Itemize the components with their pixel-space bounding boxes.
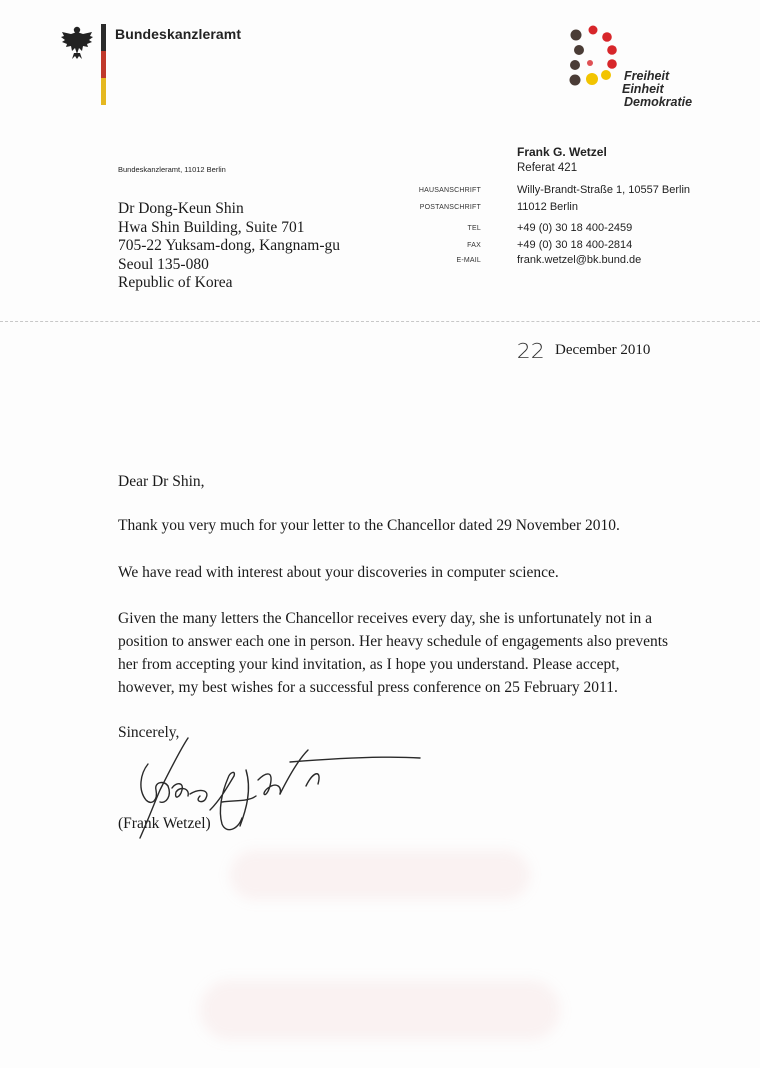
federal-eagle-icon <box>60 24 94 60</box>
postanschrift-label: POSTANSCHRIFT <box>419 204 481 211</box>
email-value: frank.wetzel@bk.bund.de <box>517 254 642 266</box>
logo-line-freiheit: Freiheit <box>624 69 670 83</box>
recipient-address <box>118 200 340 293</box>
logo-line-einheit: Einheit <box>622 82 664 96</box>
postanschrift-value: 11012 Berlin <box>517 201 578 213</box>
handwritten-signature <box>110 730 430 850</box>
recipient-line: 705-22 Yuksam-dong, Kangnam-gu <box>118 237 340 254</box>
return-address: Bundeskanzleramt, 11012 Berlin <box>118 165 226 174</box>
sender-name: Frank G. Wetzel <box>517 145 607 159</box>
date-month-year: December 2010 <box>555 342 651 358</box>
fax-value: +49 (0) 30 18 400-2814 <box>517 239 633 251</box>
recipient-line: Republic of Korea <box>118 274 233 291</box>
hausanschrift-value: Willy-Brandt-Straße 1, 10557 Berlin <box>517 184 691 196</box>
stamp-bleed <box>230 850 530 900</box>
fold-line <box>0 321 760 323</box>
closing: Sincerely, <box>118 724 180 741</box>
recipient-line: Dr Dong-Keun Shin <box>118 200 244 217</box>
recipient-line: Hwa Shin Building, Suite 701 <box>118 218 305 236</box>
flag-stripe-gold <box>101 78 106 105</box>
stamp-bleed <box>200 980 560 1040</box>
paragraph-1: Thank you very much for your letter to the Chancellor dated 29 November 2010. <box>118 517 620 534</box>
email-label: E-MAIL <box>456 257 481 264</box>
salutation: Dear Dr Shin, <box>118 473 205 490</box>
german-flag-bar <box>101 24 106 106</box>
flag-stripe-red <box>101 51 106 78</box>
printed-name: (Frank Wetzel) <box>118 815 211 832</box>
tel-value: +49 (0) 30 18 400-2459 <box>517 222 633 234</box>
flag-stripe-black <box>101 24 106 51</box>
logo-text <box>624 70 692 109</box>
logo-line-demokratie: Demokratie <box>624 95 693 109</box>
organization-name: Bundeskanzleramt <box>115 26 242 42</box>
fax-label: FAX <box>467 242 481 249</box>
hausanschrift-label: HAUSANSCHRIFT <box>418 187 481 194</box>
paragraph-3: Given the many letters the Chancellor receives every day, she is unfortunately not in a position to answer each one in person. Her heavy schedule of engagements also prevents her from accepting your kind invitation, as I hope you understand. Please accept, however, my best wishes for a successful press conference on 25 February 2011. <box>118 610 669 696</box>
recipient-line: Seoul 135-080 <box>118 255 209 273</box>
sender-department: Referat 421 <box>517 162 578 174</box>
paragraph-2: We have read with interest about your discoveries in computer science. <box>118 564 559 581</box>
tel-label: TEL <box>467 225 481 232</box>
freiheit-einheit-demokratie-logo-icon <box>566 24 628 90</box>
date-day-handwritten: 22 <box>516 339 545 363</box>
